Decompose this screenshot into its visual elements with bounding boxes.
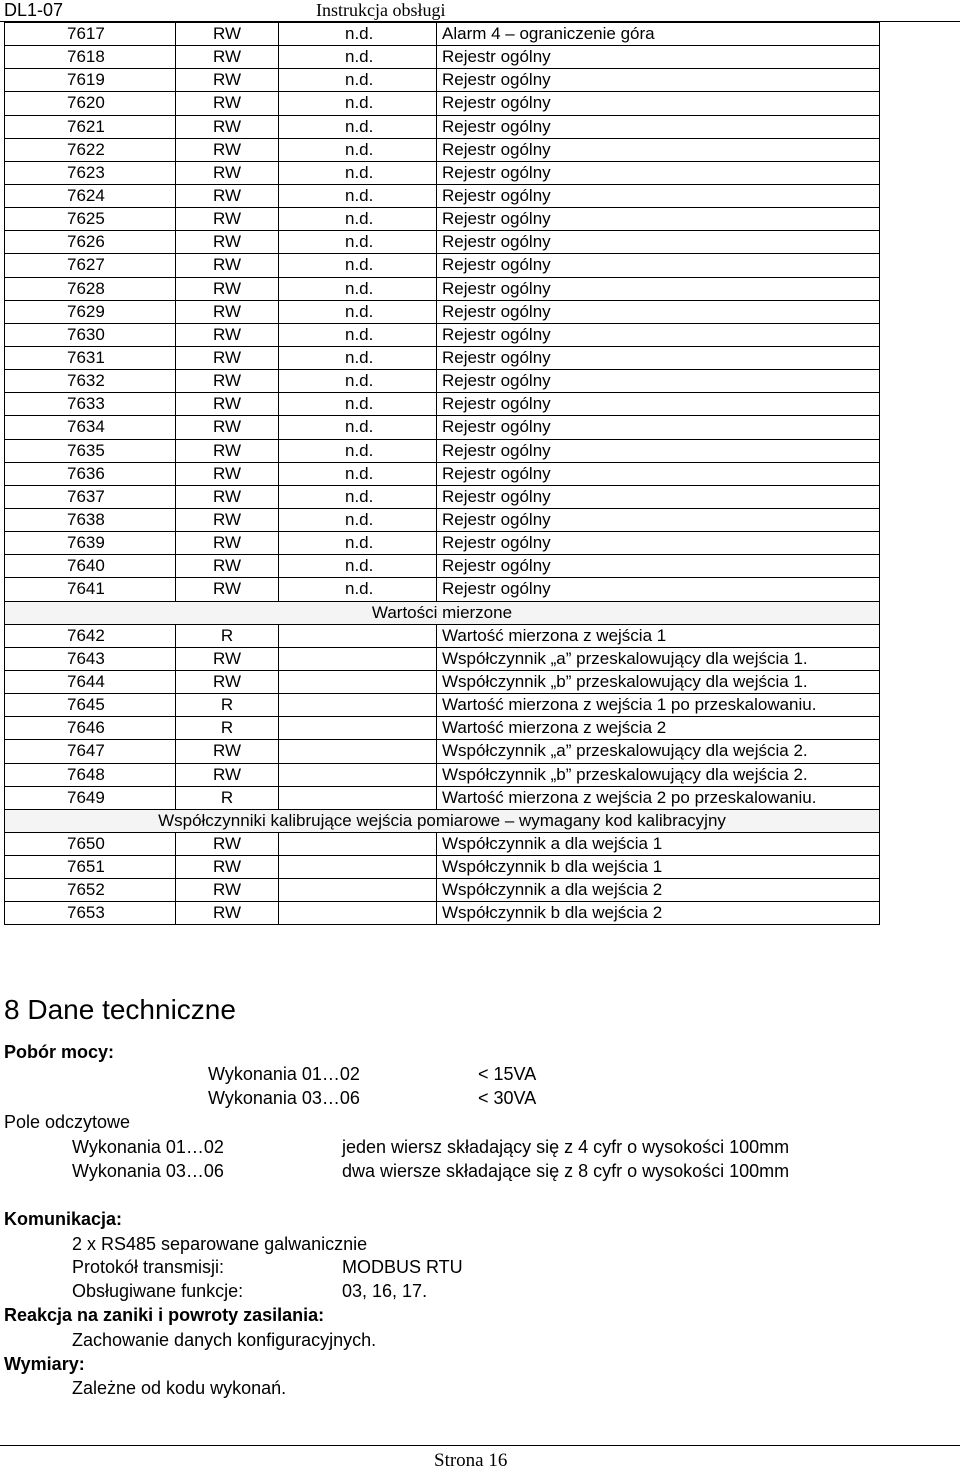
- default-value: n.d.: [279, 508, 437, 531]
- access-mode: RW: [176, 300, 279, 323]
- access-mode: RW: [176, 323, 279, 346]
- register-address: 7639: [5, 532, 176, 555]
- access-mode: RW: [176, 416, 279, 439]
- register-description: Rejestr ogólny: [437, 69, 880, 92]
- access-mode: RW: [176, 462, 279, 485]
- register-description: Rejestr ogólny: [437, 578, 880, 601]
- register-description: Rejestr ogólny: [437, 92, 880, 115]
- register-description: Rejestr ogólny: [437, 508, 880, 531]
- register-address: 7625: [5, 208, 176, 231]
- access-mode: RW: [176, 647, 279, 670]
- access-mode: RW: [176, 346, 279, 369]
- display-label: Pole odczytowe: [4, 1112, 131, 1132]
- access-mode: RW: [176, 532, 279, 555]
- access-mode: R: [176, 786, 279, 809]
- table-row: [5, 879, 880, 902]
- default-value: [279, 694, 437, 717]
- register-description: Rejestr ogólny: [437, 277, 880, 300]
- register-description: Wartość mierzona z wejścia 1: [437, 624, 880, 647]
- register-description: Współczynnik „a” przeskalowujący dla wejścia 2.: [437, 740, 880, 763]
- register-description: Współczynnik b dla wejścia 1: [437, 856, 880, 879]
- access-mode: RW: [176, 485, 279, 508]
- table-row: [5, 439, 880, 462]
- functions-value: 03, 16, 17.: [342, 1281, 428, 1301]
- default-value: n.d.: [279, 462, 437, 485]
- register-description: Rejestr ogólny: [437, 346, 880, 369]
- register-description: Rejestr ogólny: [437, 300, 880, 323]
- default-value: n.d.: [279, 416, 437, 439]
- register-address: 7652: [5, 879, 176, 902]
- table-row: [5, 138, 880, 161]
- register-description: Współczynnik b dla wejścia 2: [437, 902, 880, 925]
- register-address: 7645: [5, 694, 176, 717]
- register-address: 7646: [5, 717, 176, 740]
- register-address: 7627: [5, 254, 176, 277]
- default-value: n.d.: [279, 115, 437, 138]
- default-value: [279, 717, 437, 740]
- register-address: 7636: [5, 462, 176, 485]
- table-row: [5, 92, 880, 115]
- access-mode: RW: [176, 208, 279, 231]
- register-address: 7653: [5, 902, 176, 925]
- register-address: 7621: [5, 115, 176, 138]
- register-address: 7620: [5, 92, 176, 115]
- table-row: [5, 740, 880, 763]
- default-value: [279, 856, 437, 879]
- table-row: [5, 902, 880, 925]
- access-mode: RW: [176, 740, 279, 763]
- display-value-1: jeden wiersz składający się z 4 cyfr o wysokości 100mm: [342, 1137, 790, 1157]
- default-value: n.d.: [279, 46, 437, 69]
- register-address: 7640: [5, 555, 176, 578]
- register-address: 7648: [5, 763, 176, 786]
- register-table-body: [5, 23, 880, 925]
- default-value: n.d.: [279, 184, 437, 207]
- register-description: Wartość mierzona z wejścia 2: [437, 717, 880, 740]
- default-value: n.d.: [279, 555, 437, 578]
- register-address: 7649: [5, 786, 176, 809]
- access-mode: RW: [176, 46, 279, 69]
- access-mode: RW: [176, 115, 279, 138]
- access-mode: RW: [176, 184, 279, 207]
- register-address: 7632: [5, 370, 176, 393]
- default-value: n.d.: [279, 485, 437, 508]
- default-value: n.d.: [279, 532, 437, 555]
- access-mode: RW: [176, 231, 279, 254]
- register-description: Rejestr ogólny: [437, 138, 880, 161]
- table-row: [5, 508, 880, 531]
- access-mode: RW: [176, 670, 279, 693]
- table-row: [5, 624, 880, 647]
- register-address: 7650: [5, 832, 176, 855]
- access-mode: RW: [176, 393, 279, 416]
- power-label: Pobór mocy:: [4, 1042, 115, 1062]
- default-value: [279, 832, 437, 855]
- table-row: [5, 346, 880, 369]
- register-description: Współczynnik a dla wejścia 1: [437, 832, 880, 855]
- table-row: [5, 184, 880, 207]
- default-value: n.d.: [279, 323, 437, 346]
- access-mode: RW: [176, 902, 279, 925]
- register-table: [4, 22, 880, 925]
- table-row: [5, 832, 880, 855]
- table-row: [5, 300, 880, 323]
- table-row: [5, 115, 880, 138]
- footer-divider: [0, 1445, 960, 1446]
- power-fail-label: Reakcja na zaniki i powroty zasilania:: [4, 1305, 325, 1325]
- table-row: [5, 856, 880, 879]
- access-mode: R: [176, 694, 279, 717]
- default-value: n.d.: [279, 300, 437, 323]
- table-row: [5, 694, 880, 717]
- register-address: 7651: [5, 856, 176, 879]
- dimensions-label: Wymiary:: [4, 1354, 85, 1374]
- register-description: Rejestr ogólny: [437, 532, 880, 555]
- table-row: [5, 717, 880, 740]
- table-row: [5, 370, 880, 393]
- register-description: Rejestr ogólny: [437, 370, 880, 393]
- table-row: [5, 69, 880, 92]
- default-value: n.d.: [279, 138, 437, 161]
- access-mode: RW: [176, 763, 279, 786]
- display-value-2: dwa wiersze składające się z 8 cyfr o wysokości 100mm: [342, 1161, 790, 1181]
- register-address: 7629: [5, 300, 176, 323]
- protocol-label: Protokół transmisji:: [72, 1257, 225, 1277]
- power-value-1: < 15VA: [478, 1064, 537, 1084]
- default-value: [279, 670, 437, 693]
- power-fail-value: Zachowanie danych konfiguracyjnych.: [72, 1330, 377, 1350]
- power-value-2: < 30VA: [478, 1088, 537, 1108]
- register-description: Wartość mierzona z wejścia 1 po przeskalowaniu.: [437, 694, 880, 717]
- access-mode: RW: [176, 254, 279, 277]
- access-mode: R: [176, 624, 279, 647]
- default-value: n.d.: [279, 346, 437, 369]
- table-row: [5, 416, 880, 439]
- register-address: 7641: [5, 578, 176, 601]
- default-value: [279, 879, 437, 902]
- access-mode: RW: [176, 508, 279, 531]
- table-row: [5, 485, 880, 508]
- register-address: 7630: [5, 323, 176, 346]
- power-variant-2: Wykonania 03…06: [208, 1088, 360, 1108]
- default-value: n.d.: [279, 23, 437, 46]
- table-row: [5, 786, 880, 809]
- access-mode: RW: [176, 439, 279, 462]
- section-heading: Współczynniki kalibrujące wejścia pomiarowe – wymagany kod kalibracyjny: [5, 809, 880, 832]
- register-address: 7638: [5, 508, 176, 531]
- default-value: n.d.: [279, 370, 437, 393]
- access-mode: RW: [176, 161, 279, 184]
- page-number: Strona 16: [434, 1450, 508, 1471]
- register-description: Rejestr ogólny: [437, 184, 880, 207]
- access-mode: RW: [176, 578, 279, 601]
- table-row: [5, 323, 880, 346]
- default-value: [279, 786, 437, 809]
- table-row: [5, 208, 880, 231]
- dimensions-value: Zależne od kodu wykonań.: [72, 1378, 287, 1398]
- section-heading: Wartości mierzone: [5, 601, 880, 624]
- register-address: 7622: [5, 138, 176, 161]
- register-address: 7626: [5, 231, 176, 254]
- default-value: n.d.: [279, 578, 437, 601]
- default-value: n.d.: [279, 254, 437, 277]
- register-address: 7635: [5, 439, 176, 462]
- register-description: Współczynnik „b” przeskalowujący dla wejścia 1.: [437, 670, 880, 693]
- default-value: n.d.: [279, 161, 437, 184]
- register-address: 7642: [5, 624, 176, 647]
- power-variant-1: Wykonania 01…02: [208, 1064, 360, 1084]
- register-address: 7634: [5, 416, 176, 439]
- register-description: Rejestr ogólny: [437, 555, 880, 578]
- table-row: [5, 555, 880, 578]
- default-value: [279, 647, 437, 670]
- register-address: 7624: [5, 184, 176, 207]
- default-value: [279, 740, 437, 763]
- access-mode: RW: [176, 23, 279, 46]
- register-description: Rejestr ogólny: [437, 115, 880, 138]
- access-mode: RW: [176, 69, 279, 92]
- access-mode: RW: [176, 277, 279, 300]
- default-value: n.d.: [279, 69, 437, 92]
- default-value: n.d.: [279, 92, 437, 115]
- document-code: DL1-07: [4, 0, 64, 20]
- register-address: 7617: [5, 23, 176, 46]
- default-value: n.d.: [279, 208, 437, 231]
- register-address: 7628: [5, 277, 176, 300]
- section-title: 8 Dane techniczne: [4, 994, 236, 1025]
- register-description: Rejestr ogólny: [437, 485, 880, 508]
- table-row: [5, 277, 880, 300]
- register-address: 7637: [5, 485, 176, 508]
- comm-interface: 2 x RS485 separowane galwanicznie: [72, 1234, 368, 1254]
- register-address: 7647: [5, 740, 176, 763]
- access-mode: RW: [176, 138, 279, 161]
- access-mode: RW: [176, 832, 279, 855]
- access-mode: RW: [176, 555, 279, 578]
- document-title: Instrukcja obsługi: [316, 0, 446, 20]
- comm-label: Komunikacja:: [4, 1209, 123, 1229]
- table-row: [5, 647, 880, 670]
- register-address: 7618: [5, 46, 176, 69]
- table-section-row: [5, 601, 880, 624]
- register-description: Rejestr ogólny: [437, 254, 880, 277]
- default-value: [279, 763, 437, 786]
- access-mode: RW: [176, 92, 279, 115]
- register-description: Rejestr ogólny: [437, 462, 880, 485]
- table-row: [5, 578, 880, 601]
- register-address: 7631: [5, 346, 176, 369]
- access-mode: RW: [176, 856, 279, 879]
- register-description: Alarm 4 – ograniczenie góra: [437, 23, 880, 46]
- functions-label: Obsługiwane funkcje:: [72, 1281, 244, 1301]
- register-address: 7619: [5, 69, 176, 92]
- register-description: Współczynnik „b” przeskalowujący dla wejścia 2.: [437, 763, 880, 786]
- table-row: [5, 161, 880, 184]
- table-section-row: [5, 809, 880, 832]
- default-value: n.d.: [279, 439, 437, 462]
- table-row: [5, 231, 880, 254]
- table-row: [5, 254, 880, 277]
- register-description: Rejestr ogólny: [437, 208, 880, 231]
- access-mode: R: [176, 717, 279, 740]
- register-address: 7643: [5, 647, 176, 670]
- default-value: [279, 624, 437, 647]
- display-variant-2: Wykonania 03…06: [72, 1161, 224, 1181]
- default-value: [279, 902, 437, 925]
- register-description: Rejestr ogólny: [437, 161, 880, 184]
- access-mode: RW: [176, 370, 279, 393]
- display-variant-1: Wykonania 01…02: [72, 1137, 224, 1157]
- register-description: Rejestr ogólny: [437, 393, 880, 416]
- register-description: Rejestr ogólny: [437, 231, 880, 254]
- default-value: n.d.: [279, 393, 437, 416]
- table-row: [5, 763, 880, 786]
- register-description: Rejestr ogólny: [437, 46, 880, 69]
- register-description: Współczynnik „a” przeskalowujący dla wejścia 1.: [437, 647, 880, 670]
- table-row: [5, 23, 880, 46]
- register-address: 7633: [5, 393, 176, 416]
- register-description: Rejestr ogólny: [437, 416, 880, 439]
- register-description: Rejestr ogólny: [437, 323, 880, 346]
- register-address: 7644: [5, 670, 176, 693]
- protocol-value: MODBUS RTU: [342, 1257, 463, 1277]
- table-row: [5, 532, 880, 555]
- default-value: n.d.: [279, 277, 437, 300]
- table-row: [5, 670, 880, 693]
- register-description: Współczynnik a dla wejścia 2: [437, 879, 880, 902]
- table-row: [5, 393, 880, 416]
- table-row: [5, 46, 880, 69]
- default-value: n.d.: [279, 231, 437, 254]
- register-description: Wartość mierzona z wejścia 2 po przeskalowaniu.: [437, 786, 880, 809]
- access-mode: RW: [176, 879, 279, 902]
- table-row: [5, 462, 880, 485]
- register-address: 7623: [5, 161, 176, 184]
- register-description: Rejestr ogólny: [437, 439, 880, 462]
